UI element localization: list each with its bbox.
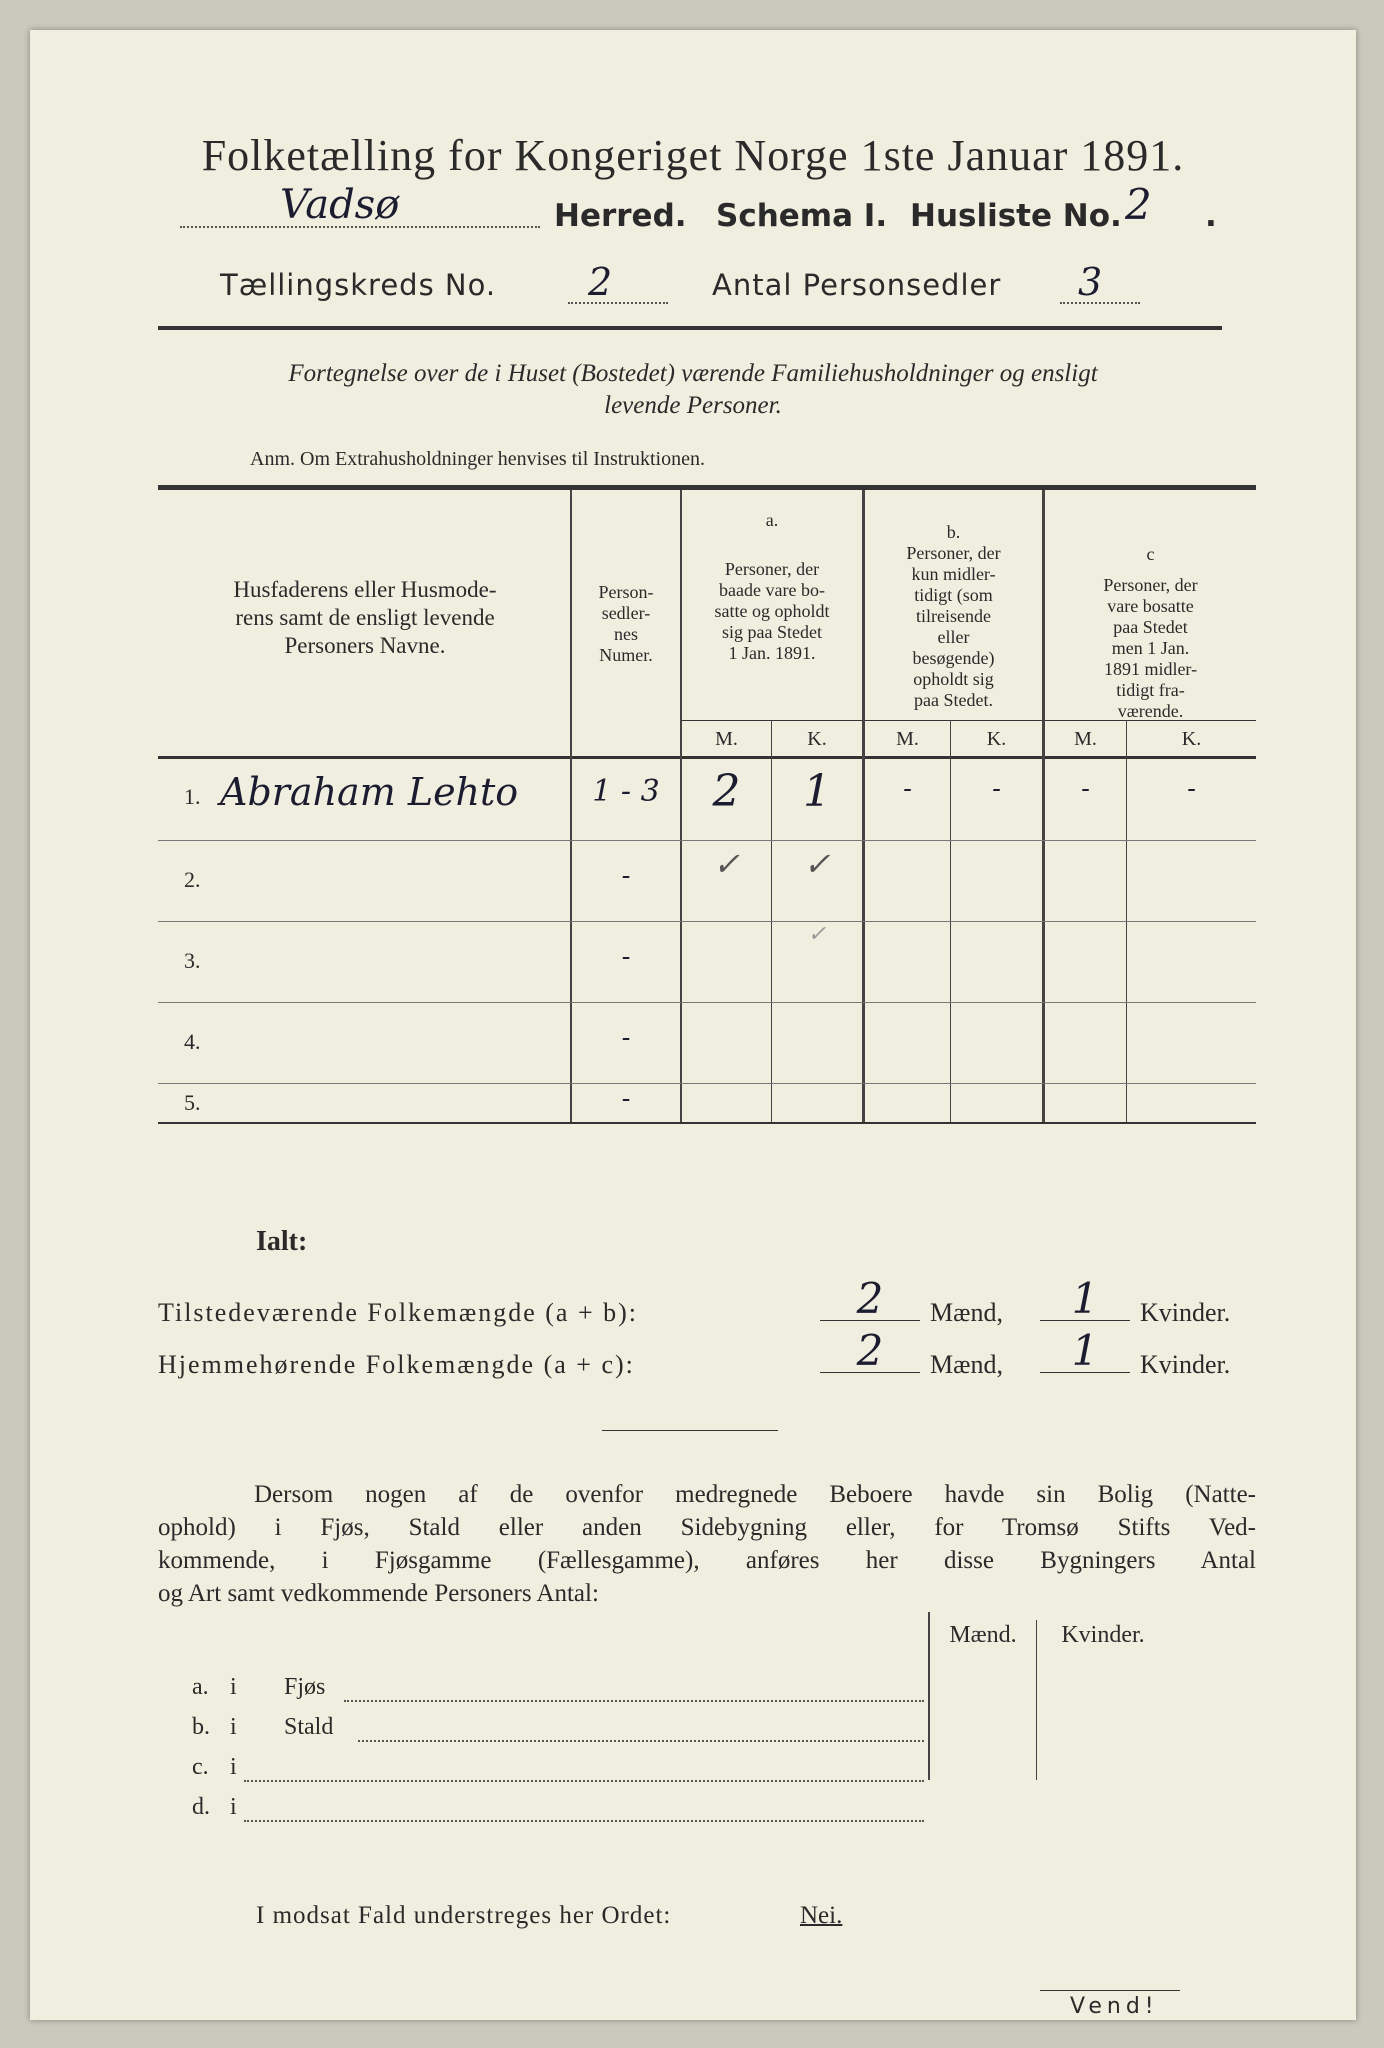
row-a-m[interactable]: 2: [712, 766, 741, 817]
para-line-3: kommende, i Fjøsgamme (Fællesgamme), anføres her disse Bygningers Antal: [158, 1547, 1256, 1574]
header-a-line-4: sig paa Stedet: [722, 622, 822, 642]
vend-label: Vend!: [1070, 1994, 1159, 2019]
header-num-line-4: Numer.: [599, 645, 653, 665]
tilstede-maend-value[interactable]: 2: [856, 1274, 884, 1323]
header-name-line-2: rens samt de ensligt levende: [235, 605, 495, 630]
header-a-line-3: satte og opholdt: [714, 601, 830, 621]
outbuilding-letter: a.: [192, 1674, 209, 1700]
header-c-line-7: værende.: [1117, 701, 1184, 721]
form-title: Folketælling for Kongeriget Norge 1ste Januar 1891.: [201, 131, 1185, 180]
outbuildings-kvinder-header: Kvinder.: [1061, 1622, 1145, 1648]
outbuilding-i: i: [230, 1714, 237, 1740]
anm-note: Anm. Om Extrahusholdninger henvises til Instruktionen.: [250, 448, 705, 470]
header-c-line-1: Personer, der: [1103, 575, 1198, 595]
col-c-m: M.: [1074, 728, 1097, 750]
row-sedler-num[interactable]: -: [621, 1084, 631, 1114]
ialt-label: Ialt:: [256, 1226, 308, 1257]
outbuilding-letter: c.: [192, 1754, 209, 1780]
schema-label: Schema I.: [716, 198, 888, 234]
hjemme-maend-value[interactable]: 2: [856, 1326, 884, 1375]
outbuilding-row: [158, 1790, 928, 1830]
taellingskreds-field: [568, 260, 668, 304]
tilstede-label: Tilstedeværende Folkemængde (a + b):: [158, 1298, 638, 1327]
header-num-line-2: sedler-: [601, 603, 651, 623]
outbuilding-row: [158, 1670, 928, 1710]
husliste-value: 2: [1125, 180, 1152, 229]
taellingskreds-label: Tællingskreds No.: [220, 268, 497, 302]
table-row: [158, 841, 1256, 922]
hjemme-kvinder-value[interactable]: 1: [1071, 1326, 1099, 1375]
row-number: 5.: [184, 1090, 201, 1115]
row-c-m[interactable]: -: [1081, 774, 1090, 804]
intro-line-2: levende Personer.: [604, 392, 782, 419]
table-row: [158, 760, 1256, 841]
header-c-line-6: tidigt fra-: [1116, 680, 1185, 700]
header-b-line-4: tilreisende: [916, 606, 991, 626]
row-number: 4.: [184, 1029, 201, 1054]
outbuilding-dots[interactable]: [344, 1680, 924, 1702]
husliste-dot: .: [1205, 198, 1217, 234]
row-sedler-num[interactable]: 1 - 3: [592, 774, 660, 809]
outbuildings-divider-2: [1036, 1620, 1037, 1780]
hjemme-kvinder-field: [1040, 1326, 1130, 1375]
row-name[interactable]: Abraham Lehto: [220, 770, 519, 814]
hjemme-maend-label: Mænd,: [930, 1350, 1003, 1379]
row-a-m[interactable]: ✓: [713, 845, 740, 883]
nei-prefix: I modsat Fald understreges her Ordet:: [256, 1902, 672, 1929]
header-num-col: [572, 582, 680, 666]
header-b-line-3: tidigt (som: [914, 585, 993, 605]
table-top-rule: [158, 485, 1256, 490]
row-a-k[interactable]: 1: [803, 766, 831, 817]
outbuilding-letter: b.: [192, 1714, 210, 1740]
header-c-line-4: men 1 Jan.: [1111, 638, 1190, 658]
tilstede-kvinder-label: Kvinder.: [1140, 1298, 1231, 1327]
col-b-m: M.: [896, 728, 919, 750]
personsedler-label: Antal Personsedler: [712, 268, 1002, 302]
taellingskreds-value: 2: [588, 260, 613, 304]
outbuildings-maend-header: Mænd.: [949, 1622, 1017, 1648]
tilstede-maend-field: [820, 1274, 920, 1323]
table-bottom-rule: [158, 1122, 1256, 1124]
para-line-4: og Art samt vedkommende Personers Antal:: [158, 1580, 599, 1607]
row-c-k[interactable]: -: [1187, 774, 1196, 804]
outbuilding-i: i: [230, 1794, 237, 1820]
header-a-line-5: 1 Jan. 1891.: [728, 643, 816, 663]
header-b-letter: b.: [946, 522, 961, 542]
personsedler-field: [1060, 260, 1140, 304]
table-header-rule: [158, 756, 1256, 759]
row-a-k[interactable]: ✓: [807, 922, 827, 947]
row-number: 1.: [184, 784, 201, 809]
outbuilding-i: i: [230, 1754, 237, 1780]
vend-rule: [1040, 1990, 1180, 1991]
tilstede-kvinder-value[interactable]: 1: [1071, 1274, 1099, 1323]
census-form-page: [30, 30, 1356, 2020]
header-num-line-1: Person-: [598, 582, 654, 602]
header-a-line-2: baade vare bo-: [719, 580, 825, 600]
personsedler-value: 3: [1078, 260, 1103, 304]
outbuilding-i: i: [230, 1674, 237, 1700]
row-number: 3.: [184, 948, 201, 973]
para-line-2: ophold) i Fjøs, Stald eller anden Sidebygning eller, for Tromsø Stifts Ved-: [158, 1514, 1256, 1541]
hjemme-label: Hjemmehørende Folkemængde (a + c):: [158, 1350, 635, 1379]
header-name-line-3: Personers Navne.: [284, 633, 446, 658]
hjemme-maend-field: [820, 1326, 920, 1375]
col-a-m: M.: [715, 728, 738, 750]
header-name-line-1: Husfaderens eller Husmode-: [233, 577, 497, 602]
row-b-m[interactable]: -: [903, 774, 912, 804]
table-row: [158, 1003, 1256, 1084]
outbuilding-row: [158, 1710, 928, 1750]
header-c-letter: c: [1146, 544, 1155, 564]
col-b-k: K.: [986, 728, 1007, 750]
husliste-label: Husliste No.: [910, 198, 1122, 234]
row-sedler-num[interactable]: -: [621, 942, 631, 972]
outbuilding-dots[interactable]: [244, 1800, 924, 1822]
row-number: 2.: [184, 867, 201, 892]
herred-field: [180, 182, 540, 228]
row-sedler-num[interactable]: -: [621, 861, 631, 891]
header-a-letter: a.: [765, 510, 779, 530]
header-col-a: [682, 510, 862, 664]
row-a-k[interactable]: ✓: [803, 845, 831, 883]
outbuilding-row: [158, 1750, 928, 1790]
header-b-line-8: paa Stedet.: [914, 690, 993, 710]
tilstede-maend-label: Mænd,: [930, 1298, 1003, 1327]
section-divider: [602, 1430, 778, 1431]
header-b-line-7: opholdt sig: [913, 669, 994, 689]
header-b-line-6: besøgende): [912, 648, 995, 668]
para-line-1: Dersom nogen af de ovenfor medregnede Beboere havde sin Bolig (Natte-: [254, 1481, 1256, 1508]
col-a-k: K.: [807, 728, 827, 750]
header-b-line-1: Personer, der: [906, 543, 1001, 563]
header-name-col: [170, 576, 560, 660]
table-row: [158, 922, 1256, 1003]
outbuilding-dots[interactable]: [244, 1760, 924, 1782]
header-rule: [158, 326, 1222, 330]
col-c-k: K.: [1181, 728, 1202, 750]
header-c-line-3: paa Stedet: [1113, 617, 1188, 637]
outbuilding-letter: d.: [192, 1794, 210, 1820]
row-b-k[interactable]: -: [992, 774, 1001, 804]
intro-line-1: Fortegnelse over de i Huset (Bostedet) værende Familiehusholdninger og ensligt: [288, 360, 1098, 387]
outbuilding-label: Fjøs: [284, 1674, 326, 1700]
header-col-b: [865, 522, 1042, 711]
header-col-c: [1045, 544, 1256, 722]
outbuildings-paragraph: [158, 1478, 1256, 1610]
header-c-line-5: 1891 midler-: [1103, 659, 1198, 679]
row-sedler-num[interactable]: -: [621, 1023, 631, 1053]
header-c-line-2: vare bosatte: [1107, 596, 1194, 616]
hjemme-kvinder-label: Kvinder.: [1140, 1350, 1231, 1379]
nei-word[interactable]: Nei.: [800, 1902, 843, 1929]
herred-label: Herred.: [554, 198, 687, 234]
header-b-line-2: kun midler-: [911, 564, 996, 584]
table-row: [158, 1084, 1256, 1122]
header-a-line-1: Personer, der: [724, 559, 820, 579]
header-num-line-3: nes: [614, 624, 638, 644]
outbuilding-label: Stald: [284, 1714, 334, 1740]
outbuilding-dots[interactable]: [358, 1720, 924, 1742]
tilstede-kvinder-field: [1040, 1274, 1130, 1323]
header-b-line-5: eller: [937, 627, 970, 647]
herred-value: Vadsø: [280, 182, 400, 228]
